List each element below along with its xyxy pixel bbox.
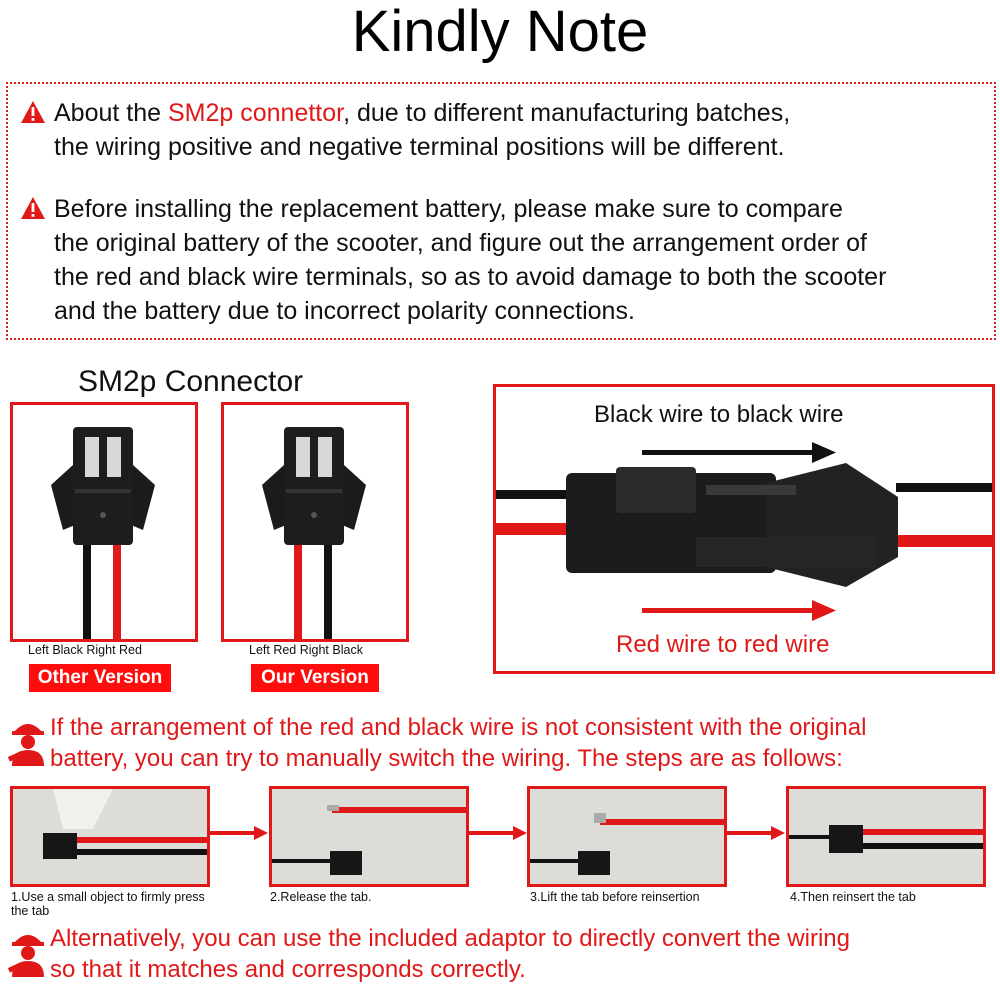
- warning-triangle-icon: [20, 196, 46, 220]
- step-2-image: [272, 789, 466, 884]
- arrow-right-icon: [727, 826, 785, 840]
- connector-heading: SM2p Connector: [78, 365, 304, 398]
- step-3-image: [530, 789, 724, 884]
- connector-photo-other: [10, 402, 198, 642]
- alternative-line-1: Alternatively, you can use the included adaptor to directly convert the wiring: [50, 925, 850, 952]
- black-wire-label: Black wire to black wire: [594, 401, 844, 428]
- red-wire-label: Red wire to red wire: [616, 631, 830, 658]
- page-title: Kindly Note: [351, 0, 649, 64]
- worker-helmet-icon: [8, 714, 48, 766]
- connector-photo-our: [221, 402, 409, 642]
- arrow-right-icon: [210, 826, 268, 840]
- warning-triangle-icon: [20, 100, 46, 124]
- step-3-caption: 3.Lift the tab before reinsertion: [530, 890, 700, 904]
- note-2: [20, 192, 886, 328]
- caption-other: Left Black Right Red: [28, 643, 142, 657]
- step-1-caption: 1.Use a small object to firmly press the tab: [11, 890, 205, 918]
- note-2-line-2: the original battery of the scooter, and figure out the arrangement order of: [54, 229, 868, 257]
- caption-our: Left Red Right Black: [249, 643, 363, 657]
- badge-other-version: Other Version: [29, 664, 171, 692]
- arrow-right-icon: [469, 826, 527, 840]
- step-1-photo: [10, 786, 210, 887]
- step-2-caption: 2.Release the tab.: [270, 890, 372, 904]
- step-4-caption: 4.Then reinsert the tab: [790, 890, 916, 904]
- note-1: [20, 96, 790, 164]
- step-4-photo: [786, 786, 986, 887]
- note-2-line-3: the red and black wire terminals, so as to avoid damage to both the scooter: [54, 263, 887, 291]
- step-1-image: [13, 789, 207, 884]
- step-2-photo: [269, 786, 469, 887]
- sm2p-highlight: SM2p connettor: [167, 99, 344, 127]
- notice-box: [6, 82, 996, 340]
- alternative-line-2: so that it matches and corresponds correctly.: [50, 956, 526, 983]
- wiring-image: [496, 387, 992, 671]
- worker-helmet-icon: [8, 925, 48, 977]
- note-1-line-1: About the SM2p connettor, due to different manufacturing batches,: [54, 99, 791, 127]
- switch-instruction-line-1: If the arrangement of the red and black wire is not consistent with the original: [50, 714, 867, 741]
- switch-instruction-line-2: battery, you can try to manually switch the wiring. The steps are as follows:: [50, 745, 843, 772]
- step-3-photo: [527, 786, 727, 887]
- note-2-line-4: and the battery due to incorrect polarity connections.: [54, 297, 635, 325]
- step-4-image: [789, 789, 983, 884]
- connector-image-other: [13, 405, 195, 639]
- note-1-line-2: the wiring positive and negative terminal positions will be different.: [54, 133, 785, 161]
- note-2-line-1: Before installing the replacement battery, please make sure to compare: [54, 195, 843, 223]
- connector-image-our: [224, 405, 406, 639]
- wiring-diagram: [493, 384, 995, 674]
- badge-our-version: Our Version: [251, 664, 379, 692]
